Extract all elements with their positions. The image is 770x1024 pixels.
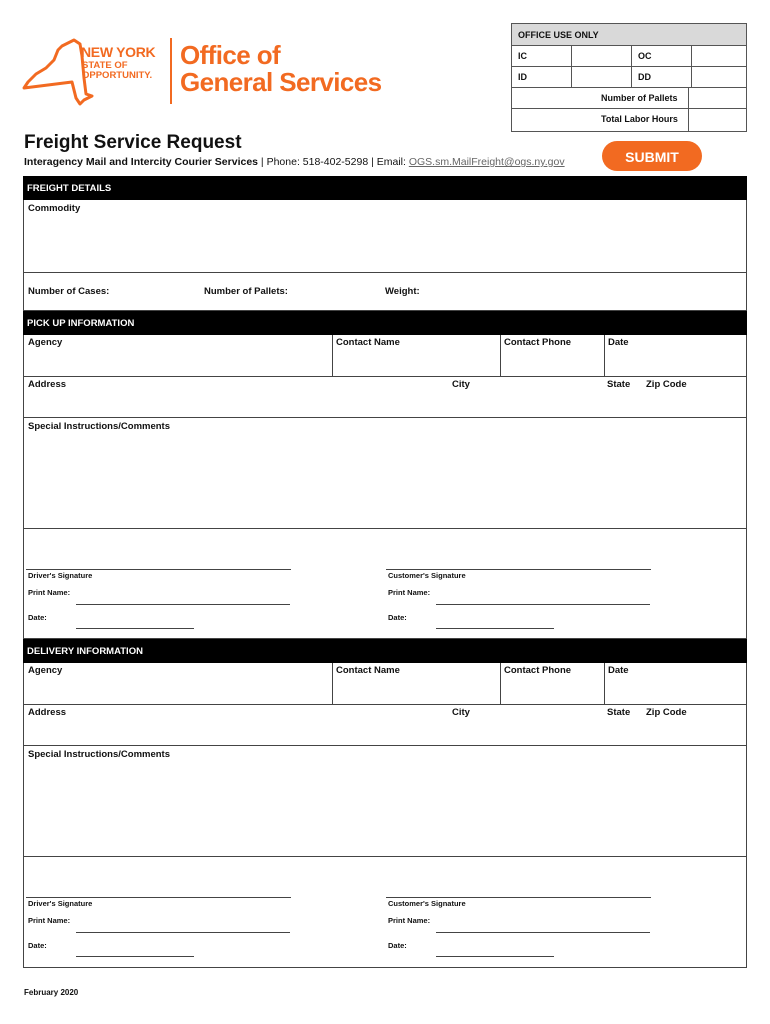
divider	[604, 663, 605, 704]
ic-field[interactable]	[572, 46, 632, 66]
office-use-row-labor	[512, 109, 746, 131]
delivery-customer-date-line[interactable]	[436, 956, 554, 957]
weight-label: Weight:	[385, 286, 420, 297]
pickup-address-label: Address	[28, 379, 67, 390]
id-field[interactable]	[572, 67, 632, 87]
delivery-driver-date-line[interactable]	[76, 956, 194, 957]
divider	[500, 663, 501, 704]
office-pallets-field[interactable]	[688, 88, 746, 108]
commodity-label: Commodity	[28, 203, 81, 214]
pickup-driver-print-name-label: Print Name:	[28, 588, 71, 597]
pickup-city-label: City	[452, 379, 470, 390]
delivery-instructions-field[interactable]	[24, 746, 746, 856]
pickup-customer-date-label: Date:	[388, 613, 407, 622]
office-labor-field[interactable]	[688, 109, 746, 131]
office-pallets-label: Number of Pallets	[601, 93, 678, 103]
service-name: Interagency Mail and Intercity Courier Services	[24, 156, 259, 168]
submit-button[interactable]: SUBMIT	[602, 141, 702, 171]
divider	[24, 856, 746, 857]
delivery-instructions-label: Special Instructions/Comments	[28, 749, 171, 760]
commodity-field[interactable]	[24, 200, 746, 272]
office-use-row-ic	[512, 46, 746, 67]
pickup-driver-date-label: Date:	[28, 613, 47, 622]
delivery-state-label: State	[607, 707, 631, 718]
delivery-date-label: Date	[608, 665, 629, 676]
pickup-instructions-label: Special Instructions/Comments	[28, 421, 171, 432]
email-link[interactable]: OGS.sm.MailFreight@ogs.ny.gov	[408, 156, 565, 168]
divider	[24, 376, 746, 377]
pickup-information-box	[23, 335, 747, 639]
office-use-row-pallets	[512, 88, 746, 109]
number-of-pallets-label: Number of Pallets:	[204, 286, 288, 297]
pickup-information-heading: PICK UP INFORMATION	[23, 311, 747, 335]
office-labor-label: Total Labor Hours	[601, 114, 678, 124]
freight-details-box	[23, 200, 747, 311]
logo-office-of-general-services: Office of General Services	[180, 40, 382, 97]
delivery-customer-signature-label: Customer's Signature	[388, 899, 466, 908]
pickup-zip-label: Zip Code	[646, 379, 687, 390]
delivery-driver-print-name-line[interactable]	[76, 932, 290, 933]
phone-text: | Phone: 518-402-5298 | Email:	[258, 156, 409, 168]
pickup-driver-print-name-line[interactable]	[76, 604, 290, 605]
revision-date: February 2020	[24, 988, 79, 997]
delivery-customer-signature-line[interactable]	[386, 897, 651, 898]
oc-label: OC	[632, 46, 692, 66]
logo-divider	[170, 38, 172, 104]
pickup-customer-signature-label: Customer's Signature	[388, 571, 466, 580]
office-use-heading: OFFICE USE ONLY	[512, 24, 746, 46]
oc-field[interactable]	[692, 46, 746, 66]
pickup-date-label: Date	[608, 337, 629, 348]
divider	[332, 663, 333, 704]
pickup-driver-signature-label: Driver's Signature	[28, 571, 93, 580]
delivery-driver-signature-label: Driver's Signature	[28, 899, 93, 908]
logo-new-york: NEW YORK	[81, 44, 156, 60]
delivery-city-label: City	[452, 707, 470, 718]
delivery-agency-label: Agency	[28, 665, 63, 676]
divider	[24, 704, 746, 705]
delivery-driver-print-name-label: Print Name:	[28, 916, 71, 925]
pickup-customer-print-name-label: Print Name:	[388, 588, 431, 597]
delivery-customer-print-name-label: Print Name:	[388, 916, 431, 925]
divider	[24, 528, 746, 529]
number-of-cases-label: Number of Cases:	[28, 286, 110, 297]
divider	[604, 335, 605, 376]
logo-state-of-opportunity: STATE OF OPPORTUNITY.	[82, 60, 153, 81]
id-label: ID	[512, 67, 572, 87]
pickup-instructions-field[interactable]	[24, 418, 746, 528]
pickup-customer-print-name-line[interactable]	[436, 604, 650, 605]
delivery-information-box	[23, 663, 747, 968]
divider	[500, 335, 501, 376]
page-title: Freight Service Request	[24, 132, 242, 153]
delivery-contact-name-label: Contact Name	[336, 665, 400, 676]
delivery-address-label: Address	[28, 707, 67, 718]
delivery-zip-label: Zip Code	[646, 707, 687, 718]
pickup-state-label: State	[607, 379, 631, 390]
office-use-only-box	[511, 23, 747, 132]
contact-line	[24, 156, 565, 168]
delivery-contact-phone-label: Contact Phone	[504, 665, 572, 676]
delivery-driver-signature-line[interactable]	[26, 897, 291, 898]
pickup-driver-date-line[interactable]	[76, 628, 194, 629]
pickup-contact-phone-label: Contact Phone	[504, 337, 572, 348]
pickup-customer-date-line[interactable]	[436, 628, 554, 629]
delivery-driver-date-label: Date:	[28, 941, 47, 950]
freight-details-heading: FREIGHT DETAILS	[23, 176, 747, 200]
pickup-agency-label: Agency	[28, 337, 63, 348]
pickup-driver-signature-line[interactable]	[26, 569, 291, 570]
delivery-customer-date-label: Date:	[388, 941, 407, 950]
pickup-contact-name-label: Contact Name	[336, 337, 400, 348]
ic-label: IC	[512, 46, 572, 66]
office-use-row-id	[512, 67, 746, 88]
delivery-customer-print-name-line[interactable]	[436, 932, 650, 933]
pickup-customer-signature-line[interactable]	[386, 569, 651, 570]
divider	[332, 335, 333, 376]
freight-quantities-field[interactable]	[24, 273, 746, 309]
dd-label: DD	[632, 67, 692, 87]
delivery-information-heading: DELIVERY INFORMATION	[23, 639, 747, 663]
dd-field[interactable]	[692, 67, 746, 87]
